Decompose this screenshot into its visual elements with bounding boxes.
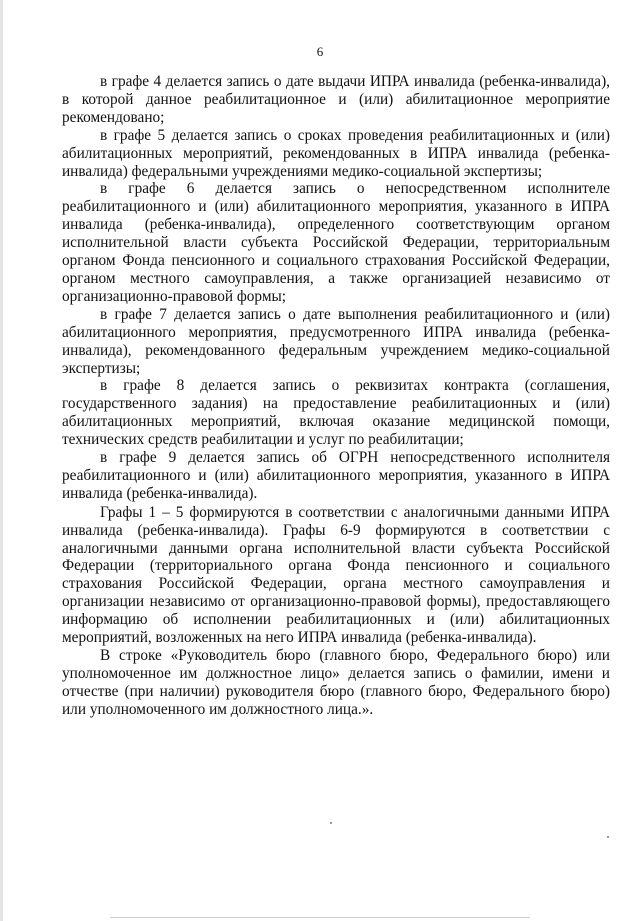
scan-bottom-edge [110, 917, 530, 918]
scan-speck [330, 822, 332, 824]
paragraph-head-of-bureau-line: В строке «Руководитель бюро (главного бюро, Федерального бюро) или уполномоченное им должностное лицо» делается запись о фамилии, имени и отчестве (при наличии) руководителя бюро (главного бюро, Федерального бюро) или уполномоченного им должностного лица.». [62, 647, 610, 718]
paragraph-column-5: в графе 5 делается запись о сроках проведения реабилитационных и (или) абилитационных мероприятий, рекомендованных в ИПРА инвалида (ребенка-инвалида) федеральными учреждениями медико-социальной экспертизы; [62, 126, 610, 180]
paragraph-columns-formation: Графы 1 – 5 формируются в соответствии с аналогичными данными ИПРА инвалида (ребенка-инвалида). Графы 6-9 формируются в соответствии с аналогичными данными органа исполнительной власти субъекта Российской Федерации (территориального органа Фонда пенсионного и социального страхования Российской Федерации, органа местного самоуправления и организации независимо от организационно-правовой формы), предоставляющего информацию об исполнении реабилитационных и (или) абилитационных мероприятий, возложенных на него ИПРА инвалида (ребенка-инвалида). [62, 503, 610, 647]
paragraph-column-8: в графе 8 делается запись о реквизитах контракта (соглашения, государственного задания) на предоставление реабилитационных и (или) абилитационных мероприятий, включая оказание медицинской помощи, технических средств реабилитации и услуг по реабилитации; [62, 377, 610, 449]
scan-edge-shadow [0, 0, 3, 921]
document-body [62, 73, 610, 719]
scan-speck [607, 836, 609, 838]
paragraph-column-9: в графе 9 делается запись об ОГРН непосредственного исполнителя реабилитационного и (или) абилитационного мероприятия, указанного в ИПРА инвалида (ребенка-инвалида). [62, 449, 610, 502]
page-number: 6 [316, 44, 324, 59]
paragraph-column-4: в графе 4 делается запись о дате выдачи ИПРА инвалида (ребенка-инвалида), в которой данное реабилитационное и (или) абилитационное мероприятие рекомендовано; [62, 73, 610, 126]
paragraph-column-6: в графе 6 делается запись о непосредственном исполнителе реабилитационного и (или) абилитационного мероприятия, указанного в ИПРА инвалида (ребенка-инвалида), определенного соответствующим органом исполнительной власти субъекта Российской Федерации, территориальным органом Фонда пенсионного и социального страхования Российской Федерации, органом местного самоуправления, а также организацией независимо от организационно-правовой формы; [62, 180, 610, 305]
paragraph-column-7: в графе 7 делается запись о дате выполнения реабилитационного и (или) абилитационного мероприятия, предусмотренного ИПРА инвалида (ребенка-инвалида), рекомендованного федеральным учреждением медико-социальной экспертизы; [62, 305, 610, 377]
